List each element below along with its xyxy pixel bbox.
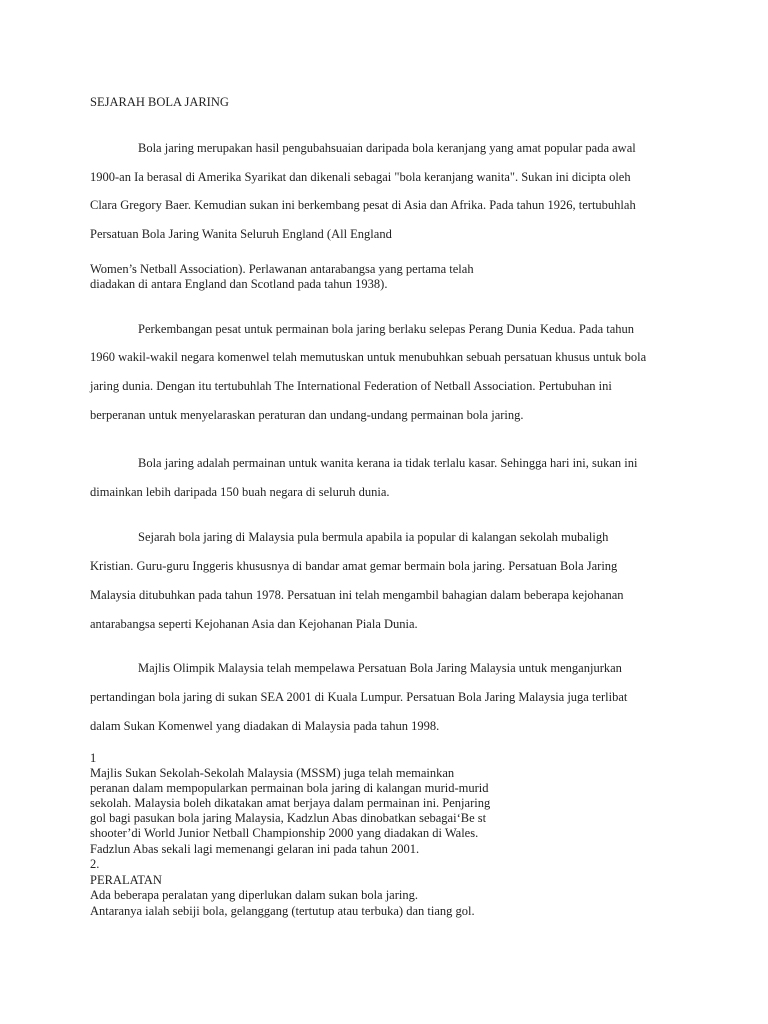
paragraph-1-line-4: Persatuan Bola Jaring Wanita Seluruh England (All England: [90, 227, 392, 241]
paragraph-1-line-2: 1900-an Ia berasal di Amerika Syarikat dan dikenali sebagai "bola keranjang wanita". Sukan ini dicipta oleh: [90, 170, 631, 184]
footer-line-3: sekolah. Malaysia boleh dikatakan amat berjaya dalam permainan ini. Penjaring: [90, 796, 491, 810]
paragraph-1-line-5: Women’s Netball Association). Perlawanan antarabangsa yang pertama telah: [90, 262, 474, 276]
paragraph-4-line-4: antarabangsa seperti Kejohanan Asia dan Kejohanan Piala Dunia.: [90, 617, 418, 631]
paragraph-1-line-3: Clara Gregory Baer. Kemudian sukan ini berkembang pesat di Asia dan Afrika. Pada tahun 1926, tertubuhlah: [90, 198, 636, 212]
document-title: SEJARAH BOLA JARING: [90, 95, 229, 109]
footer-line-1: Majlis Sukan Sekolah-Sekolah Malaysia (MSSM) juga telah memainkan: [90, 766, 455, 780]
footer-line-8: Antaranya ialah sebiji bola, gelanggang (tertutup atau terbuka) dan tiang gol.: [90, 904, 475, 918]
paragraph-2-line-2: 1960 wakil-wakil negara komenwel telah memutuskan untuk menubuhkan sebuah persatuan khusus untuk bola: [90, 350, 647, 364]
paragraph-1-line-1: Bola jaring merupakan hasil pengubahsuaian daripada bola keranjang yang amat popular pada awal: [138, 141, 636, 155]
section-heading-peralatan: PERALATAN: [90, 873, 162, 887]
footnote-number-2: 2.: [90, 857, 100, 871]
paragraph-4-line-3: Malaysia ditubuhkan pada tahun 1978. Persatuan ini telah mengambil bahagian dalam beberapa kejohanan: [90, 588, 624, 602]
paragraph-4-line-1: Sejarah bola jaring di Malaysia pula bermula apabila ia popular di kalangan sekolah mubaligh: [138, 530, 609, 544]
footer-line-5: shooter’di World Junior Netball Championship 2000 yang diadakan di Wales.: [90, 826, 479, 840]
paragraph-2-line-1: Perkembangan pesat untuk permainan bola jaring berlaku selepas Perang Dunia Kedua. Pada tahun: [138, 322, 635, 336]
footer-line-7: Ada beberapa peralatan yang diperlukan dalam sukan bola jaring.: [90, 888, 418, 902]
paragraph-5-line-2: pertandingan bola jaring di sukan SEA 2001 di Kuala Lumpur. Persatuan Bola Jaring Malaysia juga terlibat: [90, 690, 628, 704]
paragraph-3-line-1: Bola jaring adalah permainan untuk wanita kerana ia tidak terlalu kasar. Sehingga hari ini, sukan ini: [138, 456, 638, 470]
footer-line-6: Fadzlun Abas sekali lagi memenangi gelaran ini pada tahun 2001.: [90, 842, 420, 856]
paragraph-3-line-2: dimainkan lebih daripada 150 buah negara di seluruh dunia.: [90, 485, 390, 499]
footer-line-4: gol bagi pasukan bola jaring Malaysia, Kadzlun Abas dinobatkan sebagai‘Be st: [90, 811, 487, 825]
paragraph-5-line-3: dalam Sukan Komenwel yang diadakan di Malaysia pada tahun 1998.: [90, 719, 440, 733]
footer-line-2: peranan dalam mempopularkan permainan bola jaring di kalangan murid-murid: [90, 781, 489, 795]
paragraph-5-line-1: Majlis Olimpik Malaysia telah mempelawa Persatuan Bola Jaring Malaysia untuk menganjurkan: [138, 661, 622, 675]
paragraph-2-line-3: jaring dunia. Dengan itu tertubuhlah The International Federation of Netball Association. Pertubuhan ini: [90, 379, 612, 393]
footnote-number-1: 1: [90, 751, 97, 765]
paragraph-4-line-2: Kristian. Guru-guru Inggeris khususnya di bandar amat gemar bermain bola jaring. Persatuan Bola Jaring: [90, 559, 618, 573]
paragraph-2-line-4: berperanan untuk menyelaraskan peraturan dan undang-undang permainan bola jaring.: [90, 408, 524, 422]
paragraph-1-line-6: diadakan di antara England dan Scotland pada tahun 1938).: [90, 277, 388, 291]
